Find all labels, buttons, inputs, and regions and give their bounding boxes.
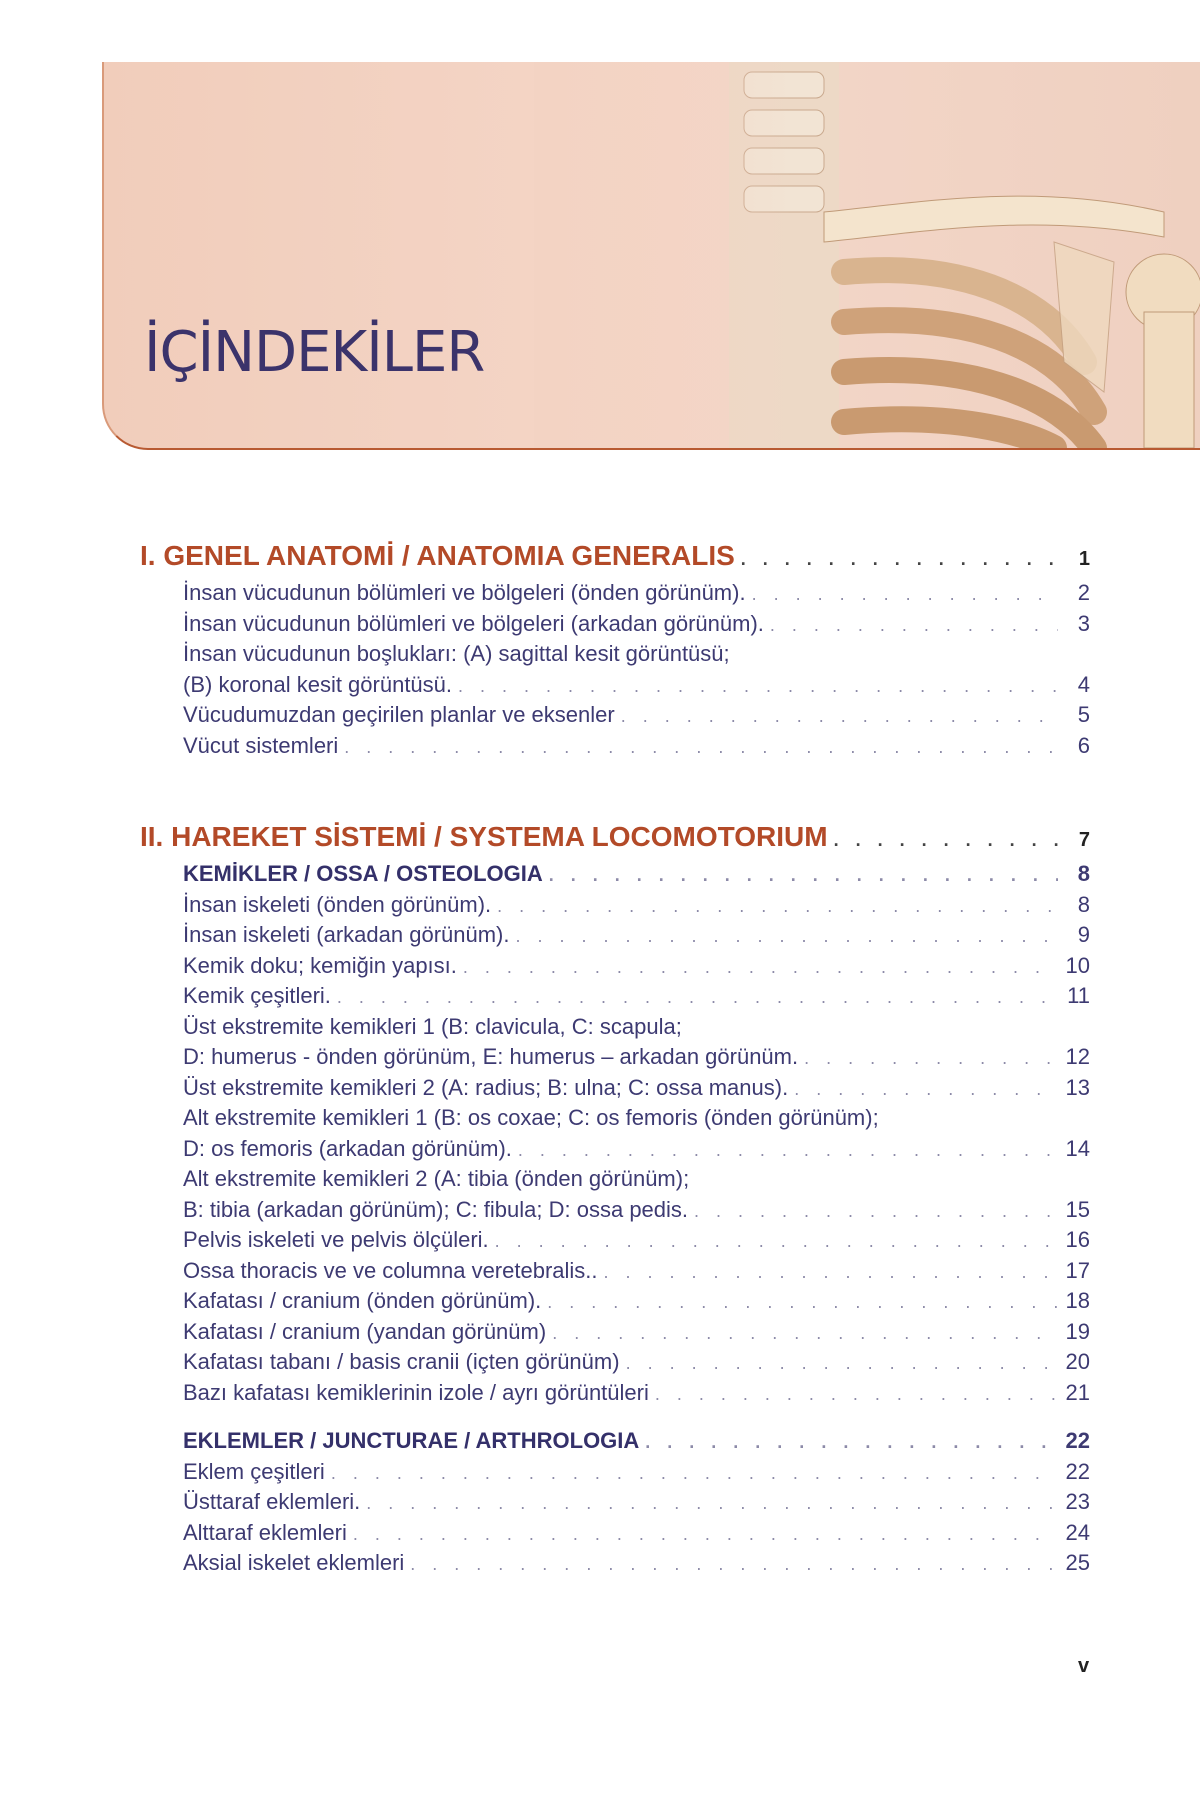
subsection-heading[interactable] bbox=[183, 859, 1090, 890]
entry-label: Üst ekstremite kemikleri 1 (B: clavicula, C: scapula; bbox=[183, 1013, 682, 1039]
page-number: 23 bbox=[1065, 1489, 1090, 1514]
page-number: 19 bbox=[1065, 1318, 1090, 1344]
page-number: 3 bbox=[1077, 610, 1090, 636]
dot-leader bbox=[547, 1287, 1058, 1318]
spacer bbox=[140, 1408, 1090, 1426]
page-number: 8 bbox=[1077, 861, 1090, 886]
section-title: II. HAREKET SİSTEMİ / SYSTEMA LOCOMOTORIUM bbox=[140, 821, 828, 852]
entry-label: Alttaraf eklemleri bbox=[183, 1519, 347, 1545]
header-banner bbox=[102, 62, 1200, 450]
toc-entry[interactable] bbox=[183, 1286, 1090, 1317]
entry-label: Vücudumuzdan geçirilen planlar ve eksenler bbox=[183, 702, 615, 727]
page-number: 20 bbox=[1065, 1349, 1090, 1374]
toc-entry[interactable] bbox=[183, 981, 1090, 1012]
dot-leader bbox=[645, 1427, 1058, 1458]
toc-entry[interactable] bbox=[183, 1487, 1090, 1518]
toc-entry[interactable] bbox=[183, 1164, 1090, 1195]
toc-entry[interactable] bbox=[183, 1548, 1090, 1579]
dot-leader bbox=[552, 1318, 1058, 1349]
toc-entry[interactable] bbox=[183, 578, 1090, 609]
toc-entry[interactable] bbox=[183, 609, 1090, 640]
page-number: 14 bbox=[1065, 1135, 1090, 1161]
page-title: İÇİNDEKİLER bbox=[144, 320, 485, 385]
toc-entry[interactable] bbox=[183, 1042, 1090, 1073]
section-title: I. GENEL ANATOMİ / ANATOMIA GENERALIS bbox=[140, 540, 735, 571]
toc-entry[interactable] bbox=[183, 639, 1090, 670]
dot-leader bbox=[621, 701, 1058, 732]
dot-leader bbox=[804, 1043, 1058, 1074]
page-number: 1 bbox=[1078, 548, 1090, 570]
dot-leader bbox=[353, 1519, 1058, 1550]
page-number: 4 bbox=[1077, 671, 1090, 697]
page-number: 7 bbox=[1078, 829, 1090, 851]
toc-entry[interactable] bbox=[183, 890, 1090, 921]
entry-label: İnsan iskeleti (arkadan görünüm). bbox=[183, 922, 510, 947]
page-number: 22 bbox=[1065, 1458, 1090, 1484]
page-number: 11 bbox=[1067, 983, 1090, 1008]
page-number: 13 bbox=[1065, 1074, 1090, 1100]
entry-label: B: tibia (arkadan görünüm); C: fibula; D: ossa pedis. bbox=[183, 1196, 689, 1222]
toc-entry[interactable] bbox=[183, 1317, 1090, 1348]
entry-label: Kemik doku; kemiğin yapısı. bbox=[183, 952, 457, 978]
spacer bbox=[140, 761, 1090, 821]
entry-label: Bazı kafatası kemiklerinin izole / ayrı görüntüleri bbox=[183, 1379, 649, 1405]
page-number: 12 bbox=[1065, 1044, 1090, 1069]
dot-leader bbox=[770, 610, 1058, 641]
entry-label: Üst ekstremite kemikleri 2 (A: radius; B: ulna; C: ossa manus). bbox=[183, 1074, 789, 1100]
section-heading[interactable] bbox=[140, 821, 1090, 859]
entry-label: Pelvis iskeleti ve pelvis ölçüleri. bbox=[183, 1227, 489, 1252]
toc-entry[interactable] bbox=[183, 1457, 1090, 1488]
page-number: 9 bbox=[1077, 922, 1090, 947]
page-number: 17 bbox=[1065, 1257, 1090, 1283]
toc-entry[interactable] bbox=[183, 951, 1090, 982]
subsection-title: EKLEMLER / JUNCTURAE / ARTHROLOGIA bbox=[183, 1428, 640, 1453]
dot-leader bbox=[463, 952, 1058, 983]
dot-leader bbox=[458, 671, 1058, 702]
toc-entry[interactable] bbox=[183, 1378, 1090, 1409]
toc-entry[interactable] bbox=[183, 1518, 1090, 1549]
toc-entry[interactable] bbox=[183, 670, 1090, 701]
page-number: 10 bbox=[1065, 952, 1090, 978]
page-folio: v bbox=[1078, 1655, 1090, 1677]
entry-label: Kafatası / cranium (yandan görünüm) bbox=[183, 1318, 547, 1344]
toc-entry[interactable] bbox=[183, 1134, 1090, 1165]
toc-entry[interactable] bbox=[183, 1225, 1090, 1256]
entry-label: Aksial iskelet eklemleri bbox=[183, 1550, 405, 1575]
entry-label: Üsttaraf eklemleri. bbox=[183, 1489, 361, 1514]
entry-label: Eklem çeşitleri bbox=[183, 1458, 325, 1484]
dot-leader bbox=[497, 891, 1058, 922]
dot-leader bbox=[337, 982, 1058, 1013]
dot-leader bbox=[344, 732, 1058, 763]
toc-entry[interactable] bbox=[183, 920, 1090, 951]
toc-entry[interactable] bbox=[183, 700, 1090, 731]
page-number: 16 bbox=[1065, 1227, 1090, 1252]
entry-label: D: os femoris (arkadan görünüm). bbox=[183, 1135, 512, 1161]
dot-leader bbox=[518, 1135, 1058, 1166]
toc-entry[interactable] bbox=[183, 1256, 1090, 1287]
entry-label: Kafatası tabanı / basis cranii (içten görünüm) bbox=[183, 1349, 620, 1374]
page-number: 18 bbox=[1065, 1288, 1090, 1313]
entry-label: Ossa thoracis ve ve columna veretebralis.. bbox=[183, 1257, 598, 1283]
skeleton-illustration bbox=[104, 62, 1200, 448]
toc-entry[interactable] bbox=[183, 1073, 1090, 1104]
dot-leader bbox=[495, 1226, 1058, 1257]
dot-leader bbox=[626, 1348, 1058, 1379]
entry-label: D: humerus - önden görünüm, E: humerus – arkadan görünüm. bbox=[183, 1044, 799, 1069]
dot-leader bbox=[794, 1074, 1058, 1105]
page-number: 21 bbox=[1065, 1379, 1090, 1405]
toc-entry[interactable] bbox=[183, 1347, 1090, 1378]
entry-label: Alt ekstremite kemikleri 2 (A: tibia (önden görünüm); bbox=[183, 1166, 690, 1191]
entry-label: Kemik çeşitleri. bbox=[183, 983, 331, 1008]
entry-label: İnsan vücudunun bölümleri ve bölgeleri (arkadan görünüm). bbox=[183, 610, 764, 636]
entry-label: İnsan vücudunun boşlukları: (A) sagittal kesit görüntüsü; bbox=[183, 641, 730, 666]
toc-entry[interactable] bbox=[183, 1195, 1090, 1226]
page-number: 25 bbox=[1065, 1550, 1090, 1575]
dot-leader bbox=[655, 1379, 1058, 1410]
dot-leader bbox=[752, 579, 1058, 610]
entry-label: Kafatası / cranium (önden görünüm). bbox=[183, 1288, 542, 1313]
dot-leader bbox=[549, 860, 1058, 891]
page-number: 6 bbox=[1077, 732, 1090, 758]
dot-leader bbox=[410, 1549, 1058, 1580]
page-number: 24 bbox=[1065, 1519, 1090, 1545]
subsection-heading[interactable] bbox=[183, 1426, 1090, 1457]
page-number: 8 bbox=[1077, 891, 1090, 917]
entry-label: İnsan iskeleti (önden görünüm). bbox=[183, 891, 492, 917]
toc-entry[interactable] bbox=[183, 1012, 1090, 1043]
page-number: 22 bbox=[1065, 1428, 1090, 1453]
subsection-title: KEMİKLER / OSSA / OSTEOLOGIA bbox=[183, 861, 543, 886]
table-of-contents bbox=[140, 540, 1090, 1579]
dot-leader bbox=[694, 1196, 1058, 1227]
dot-leader bbox=[604, 1257, 1058, 1288]
entry-label: Alt ekstremite kemikleri 1 (B: os coxae; C: os femoris (önden görünüm); bbox=[183, 1105, 879, 1130]
toc-entry[interactable] bbox=[183, 731, 1090, 762]
dot-leader bbox=[366, 1488, 1058, 1519]
page-number: 15 bbox=[1065, 1196, 1090, 1222]
toc-entry[interactable] bbox=[183, 1103, 1090, 1134]
dot-leader bbox=[516, 921, 1059, 952]
dot-leader bbox=[331, 1458, 1058, 1489]
dot-leader bbox=[741, 549, 1058, 570]
entry-label: Vücut sistemleri bbox=[183, 732, 339, 758]
section-heading[interactable] bbox=[140, 540, 1090, 578]
entry-label: İnsan vücudunun bölümleri ve bölgeleri (önden görünüm). bbox=[183, 580, 746, 605]
entry-label: (B) koronal kesit görüntüsü. bbox=[183, 671, 453, 697]
dot-leader bbox=[834, 830, 1058, 851]
page-number: 5 bbox=[1077, 702, 1090, 727]
page-number: 2 bbox=[1077, 580, 1090, 605]
